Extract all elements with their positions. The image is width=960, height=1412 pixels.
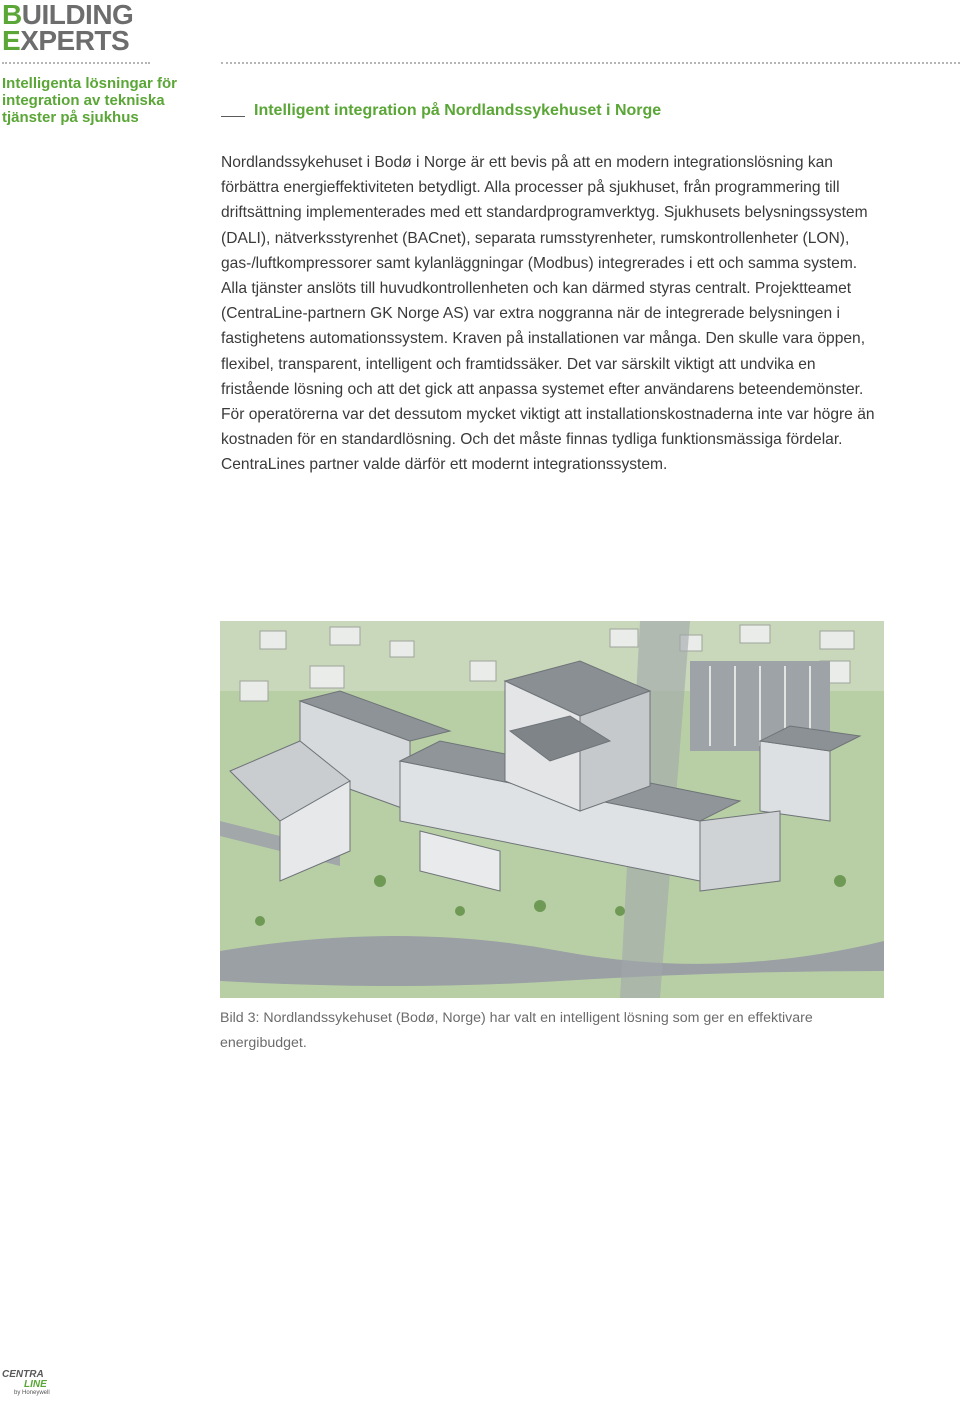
centraline-brand-line1: CENTRA — [2, 1369, 44, 1380]
centraline-by-honeywell: by Honeywell — [14, 1390, 50, 1396]
header-dotted-divider — [221, 62, 960, 64]
sidebar-dotted-divider — [2, 62, 150, 64]
logo-text-xperts: XPERTS — [20, 25, 130, 56]
heading-rule — [221, 116, 245, 117]
logo-text-uilding: UILDING — [21, 0, 134, 30]
centraline-logo — [2, 1370, 72, 1406]
article-body: Nordlandssykehuset i Bodø i Norge är ett bevis på att en modern integrationslösning kan förbättra energieffektiviteten betydligt. Alla processer på sjukhuset, från programmering till driftsättning implementerades med ett standardprogramverktyg. Sjukhusets belysningssystem (DALI), nätverksstyrenhet (BACnet), separata rumsstyrenheter, rumskontrollenheter (LON), gas-/luftkompressorer samt kylanläggningar (Modbus) integrerades i ett och samma system. Alla tjänster anslöts till huvudkontrollenheten och kan därmed styras centralt. Projektteamet (CentraLine-partnern GK Norge AS) var extra noggranna när de integrerade belysningen i fastighetens automationssystem. Kraven på installationen var många. Den skulle vara öppen, flexibel, transparent, intelligent och framtidssäker. Det var särskilt viktigt att undvika en fristående lösning och att det gick att anpassa systemet efter användarens beteendemönster. För operatörerna var det dessutom mycket viktigt att installationskostnaderna inte var högre än kostnaden för en standardlösning. Och det måste finnas tydliga funktionsmässiga fördelar. CentraLines partner valde därför ett modernt integrationssystem. — [221, 154, 875, 474]
sidebar-tagline: Intelligenta lösningar för integration av tekniska tjänster på sjukhus — [2, 75, 178, 126]
logo-letter-b: B — [2, 0, 22, 30]
image-caption: Bild 3: Nordlandssykehuset (Bodø, Norge) har valt en intelligent lösning som ger en effektivare energibudget. — [220, 1010, 813, 1051]
building-experts-logo — [2, 2, 162, 54]
logo-line-experts — [2, 25, 162, 56]
logo-letter-e: E — [2, 25, 21, 56]
hospital-aerial-image — [220, 621, 884, 998]
centraline-brand-line2: LINE — [24, 1379, 47, 1390]
article-heading: Intelligent integration på Nordlandssykehuset i Norge — [254, 102, 662, 119]
